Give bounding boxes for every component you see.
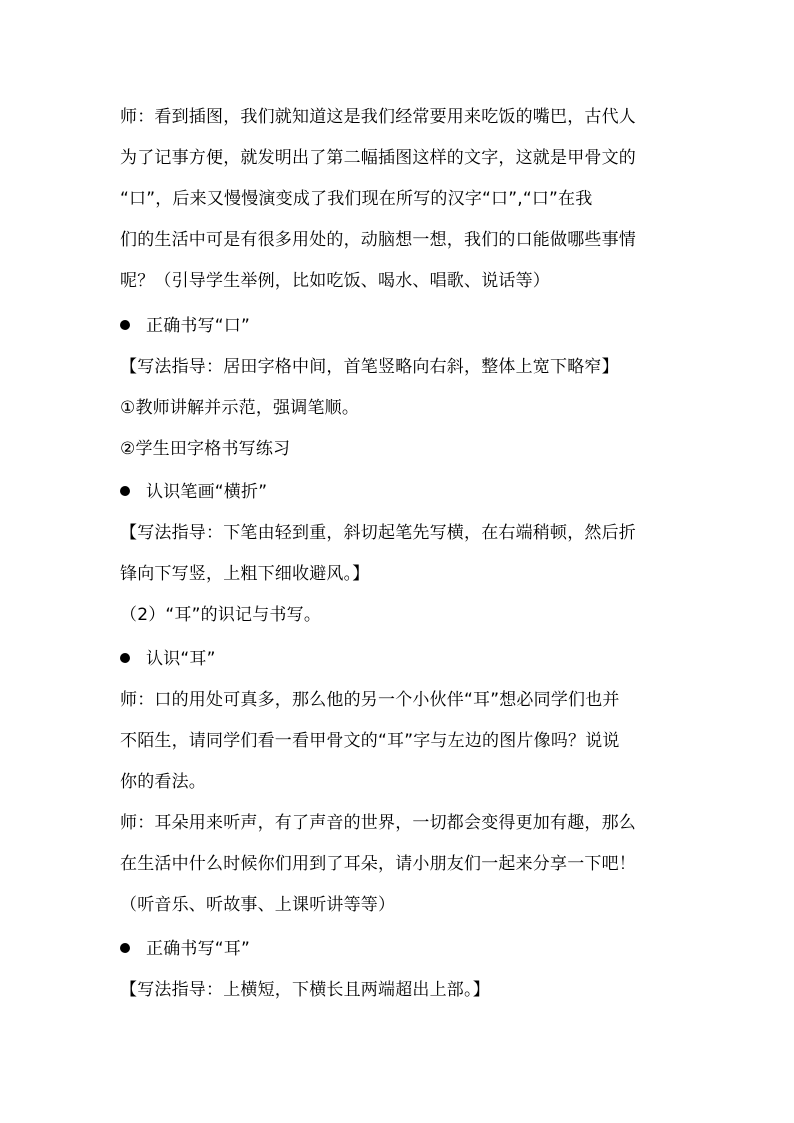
heading-text: 正确书写“耳” — [146, 939, 251, 959]
paragraph-line — [120, 812, 690, 834]
line-text: 在生活中什么时候你们用到了耳朵，请小朋友们一起来分享一下吧！ — [120, 854, 636, 874]
step-line — [120, 397, 690, 419]
bullet-heading — [120, 481, 690, 503]
line-text: 们的生活中可是有很多用处的，动脑想一想，我们的口能做哪些事情 — [120, 230, 636, 250]
line-text: 为了记事方便，就发明出了第二幅插图这样的文字，这就是甲骨文的 — [120, 148, 636, 168]
line-text: （2）“耳”的识记与书写。 — [120, 605, 322, 625]
guidance-line — [120, 356, 690, 378]
paragraph-line — [120, 771, 690, 793]
line-text: 师：耳朵用来听声，有了声音的世界，一切都会变得更加有趣，那么 — [120, 813, 636, 833]
line-text: 你的看法。 — [120, 772, 206, 792]
heading-text: 认识“耳” — [146, 649, 216, 669]
bullet-icon — [120, 486, 130, 496]
paragraph-line — [120, 730, 690, 752]
step-line — [120, 438, 690, 460]
line-text: （听音乐、听故事、上课听讲等等） — [120, 895, 396, 915]
bullet-icon — [120, 653, 130, 663]
paragraph-line — [120, 689, 690, 711]
bullet-icon — [120, 943, 130, 953]
heading-text: 正确书写“口” — [146, 316, 251, 336]
line-text: 【写法指导：上横短，下横长且两端超出上部。】 — [120, 980, 490, 1000]
line-text: 呢？（引导学生举例，比如吃饭、喝水、唱歌、说话等） — [120, 271, 550, 291]
line-text: ②学生田字格书写练习 — [120, 439, 291, 459]
bullet-heading — [120, 938, 690, 960]
guidance-line — [120, 522, 690, 544]
line-text: 锋向下写竖，上粗下细收避风。】 — [120, 564, 370, 584]
bullet-icon — [120, 320, 130, 330]
line-text: “口”，后来又慢慢演变成了我们现在所写的汉字“口”,“口”在我 — [120, 189, 593, 209]
paragraph-line — [120, 106, 690, 128]
line-text: 【写法指导：居田字格中间，首笔竖略向右斜，整体上宽下略窄】 — [120, 357, 619, 377]
paragraph-line — [120, 270, 690, 292]
paragraph-line — [120, 147, 690, 169]
bullet-heading — [120, 648, 690, 670]
line-text: 师：口的用处可真多，那么他的另一个小伙伴“耳”想必同学们也并 — [120, 690, 620, 710]
line-text: ①教师讲解并示范，强调笔顺。 — [120, 398, 360, 418]
paragraph-line — [120, 188, 690, 210]
heading-text: 认识笔画“横折” — [146, 482, 268, 502]
paragraph-line — [120, 853, 690, 875]
bullet-heading — [120, 315, 690, 337]
section-line — [120, 604, 690, 626]
paragraph-line — [120, 229, 690, 251]
guidance-line — [120, 979, 690, 1001]
line-text: 不陌生，请同学们看一看甲骨文的“耳”字与左边的图片像吗？说说 — [120, 731, 620, 751]
paragraph-line — [120, 894, 690, 916]
line-text: 【写法指导：下笔由轻到重，斜切起笔先写横，在右端稍顿，然后折 — [120, 523, 636, 543]
guidance-line — [120, 563, 690, 585]
line-text: 师：看到插图，我们就知道这是我们经常要用来吃饭的嘴巴，古代人 — [120, 107, 636, 127]
